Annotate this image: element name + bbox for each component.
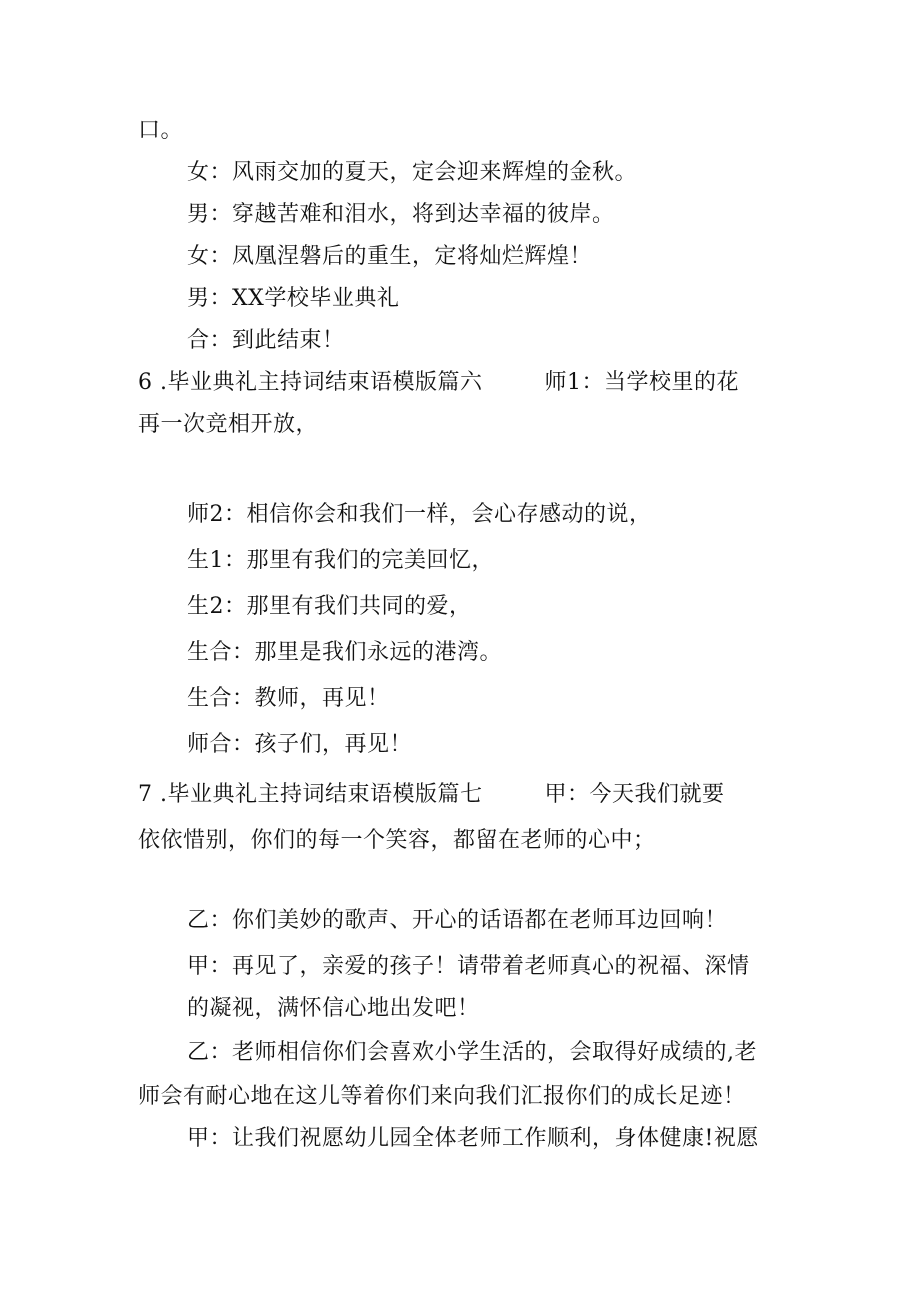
- heading-followtext: 师1：当学校里的花: [544, 370, 739, 395]
- text-line: 口。: [138, 118, 184, 143]
- text-line: 依依惜别，你们的每一个笑容，都留在老师的心中；: [138, 828, 656, 853]
- heading-followtext: 甲：今天我们就要: [544, 782, 725, 807]
- text-line: 男：穿越苦难和泪水，将到达幸福的彼岸。: [187, 202, 615, 227]
- text-line: 女：风雨交加的夏天，定会迎来辉煌的金秋。: [187, 160, 638, 185]
- text-line: 的凝视，满怀信心地出发吧！: [187, 996, 480, 1021]
- text-line: 生合：那里是我们永远的港湾。: [187, 640, 503, 665]
- text-line: 合：到此结束！: [187, 328, 345, 353]
- text-line: 师合：孩子们，再见！: [187, 732, 413, 757]
- text-line: 再一次竞相开放，: [138, 412, 319, 437]
- text-line: 甲：让我们祝愿幼儿园全体老师工作顺利，身体健康!祝愿: [187, 1126, 759, 1151]
- text-line: 师会有耐心地在这儿等着你们来向我们汇报你们的成长足迹！: [138, 1084, 746, 1109]
- heading-title: 7 .毕业典礼主持词结束语模版篇七: [138, 782, 483, 807]
- text-line: 甲：再见了，亲爱的孩子！请带着老师真心的祝福、深情: [187, 954, 750, 979]
- text-line: 乙：老师相信你们会喜欢小学生活的，会取得好成绩的,老: [187, 1040, 757, 1065]
- section-heading: [138, 780, 725, 810]
- text-line: 生1：那里有我们的完美回忆，: [187, 548, 494, 573]
- text-line: 生合：教师，再见！: [187, 686, 390, 711]
- heading-title: 6 .毕业典礼主持词结束语模版篇六: [138, 370, 483, 395]
- section-heading: [138, 368, 739, 398]
- text-line: 生2：那里有我们共同的爱，: [187, 594, 472, 619]
- text-line: 师2：相信你会和我们一样，会心存感动的说，: [187, 502, 652, 527]
- text-line: 女：凤凰涅磐后的重生，定将灿烂辉煌！: [187, 244, 593, 269]
- text-line: 乙：你们美妙的歌声、开心的话语都在老师耳边回响！: [187, 908, 728, 933]
- text-line: 男：XX学校毕业典礼: [187, 286, 400, 311]
